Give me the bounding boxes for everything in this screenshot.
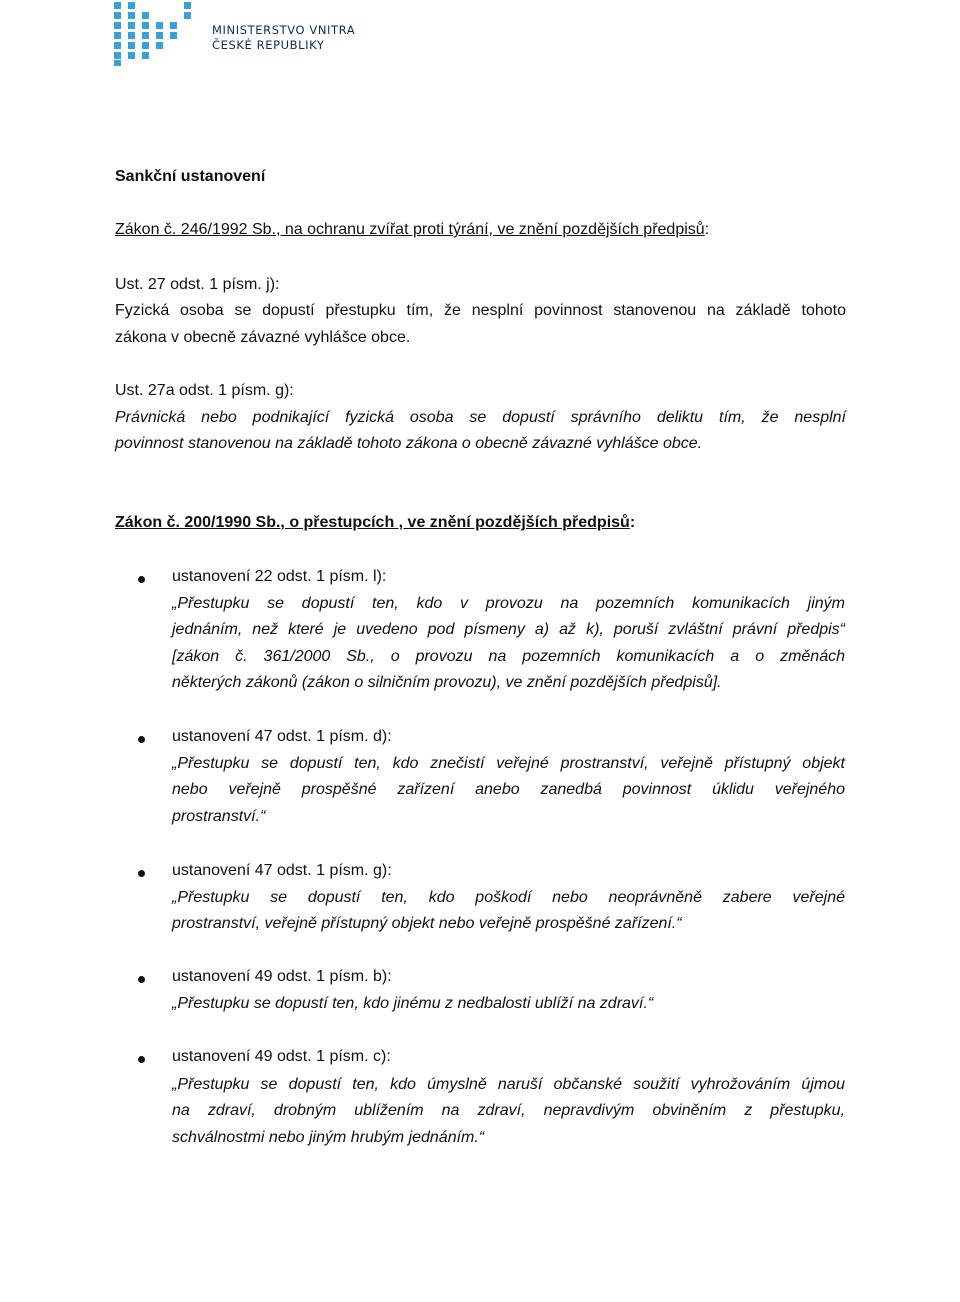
bullet-2	[138, 736, 145, 743]
item3-ref: ustanovení 47 odst. 1 písm. g):	[172, 862, 392, 879]
item5-ref: ustanovení 49 odst. 1 písm. c):	[172, 1048, 391, 1065]
act2-title-link[interactable]: Zákon č. 200/1990 Sb.	[115, 514, 281, 531]
act1-prov1-line2: zákona v obecně závazné vyhlášce obce.	[115, 329, 411, 346]
item4-line1: „Přestupku se dopustí ten, kdo jinému z nedbalosti ublíží na zdraví.“	[172, 995, 654, 1012]
act2-title-end: :	[629, 514, 636, 531]
item5-line2: na zdraví, drobným ublížením na zdraví, nepravdivým obviněním z přestupku,	[172, 1102, 845, 1119]
item1-line2: jednáním, než které je uvedeno pod písmeny a) až k), poruší zvláštní právní předpis“	[172, 621, 845, 638]
act1-title-rest: , na ochranu zvířat proti týrání, ve znění pozdějších předpisů	[276, 221, 705, 238]
ministry-logo-icon	[112, 2, 204, 68]
item2-line3: prostranství.“	[172, 808, 266, 825]
act2-title	[115, 514, 635, 532]
act1-title-end: :	[704, 221, 710, 238]
item1-line4: některých zákonů (zákon o silničním provozu), ve znění pozdějších předpisů].	[172, 674, 722, 691]
bullet-4	[138, 976, 145, 983]
bullet-5	[138, 1056, 145, 1063]
item2-line2: nebo veřejně prospěšné zařízení anebo zanedbá povinnost úklidu veřejného	[172, 781, 845, 798]
act2-title-rest: , o přestupcích , ve znění pozdějších předpisů	[280, 514, 630, 531]
item5-line1: „Přestupku se dopustí ten, kdo úmyslně naruší občanské soužití vyhrožováním újmou	[172, 1076, 845, 1093]
act1-title	[115, 221, 709, 239]
item3-line1: „Přestupku se dopustí ten, kdo poškodí nebo neoprávněně zabere veřejné	[172, 889, 845, 906]
page-title: Sankční ustanovení	[115, 168, 266, 185]
item1-ref: ustanovení 22 odst. 1 písm. l):	[172, 568, 387, 585]
act1-prov2-ref: Ust. 27a odst. 1 písm. g):	[115, 382, 294, 399]
act1-title-link[interactable]: Zákon č. 246/1992 Sb.	[115, 221, 276, 238]
item5-line3: schválnostmi nebo jiným hrubým jednáním.“	[172, 1129, 485, 1146]
act1-prov2-line2: povinnost stanovenou na základě tohoto zákona o obecně závazné vyhlášce obce.	[115, 435, 703, 452]
item1-line1: „Přestupku se dopustí ten, kdo v provozu na pozemních komunikacích jiným	[172, 595, 845, 612]
item2-line1: „Přestupku se dopustí ten, kdo znečistí veřejné prostranství, veřejně přístupný objekt	[172, 755, 845, 772]
item3-line2: prostranství, veřejně přístupný objekt nebo veřejně prospěšné zařízení.“	[172, 915, 682, 932]
act1-prov1-line1: Fyzická osoba se dopustí přestupku tím, že nesplní povinnost stanovenou na základě tohoto	[115, 302, 846, 319]
item2-ref: ustanovení 47 odst. 1 písm. d):	[172, 728, 392, 745]
act1-prov2-line1: Právnická nebo podnikající fyzická osoba se dopustí správního deliktu tím, že nesplní	[115, 409, 846, 426]
ministry-name	[212, 23, 355, 53]
ministry-name-line1: MINISTERSTVO VNITRA	[212, 23, 356, 37]
bullet-1	[138, 576, 145, 583]
act1-prov1-ref: Ust. 27 odst. 1 písm. j):	[115, 276, 280, 293]
item1-line3: [zákon č. 361/2000 Sb., o provozu na pozemních komunikacích a o změnách	[172, 648, 845, 665]
ministry-name-line2: ČESKÉ REPUBLIKY	[212, 38, 325, 52]
bullet-3	[138, 870, 145, 877]
item4-ref: ustanovení 49 odst. 1 písm. b):	[172, 968, 392, 985]
